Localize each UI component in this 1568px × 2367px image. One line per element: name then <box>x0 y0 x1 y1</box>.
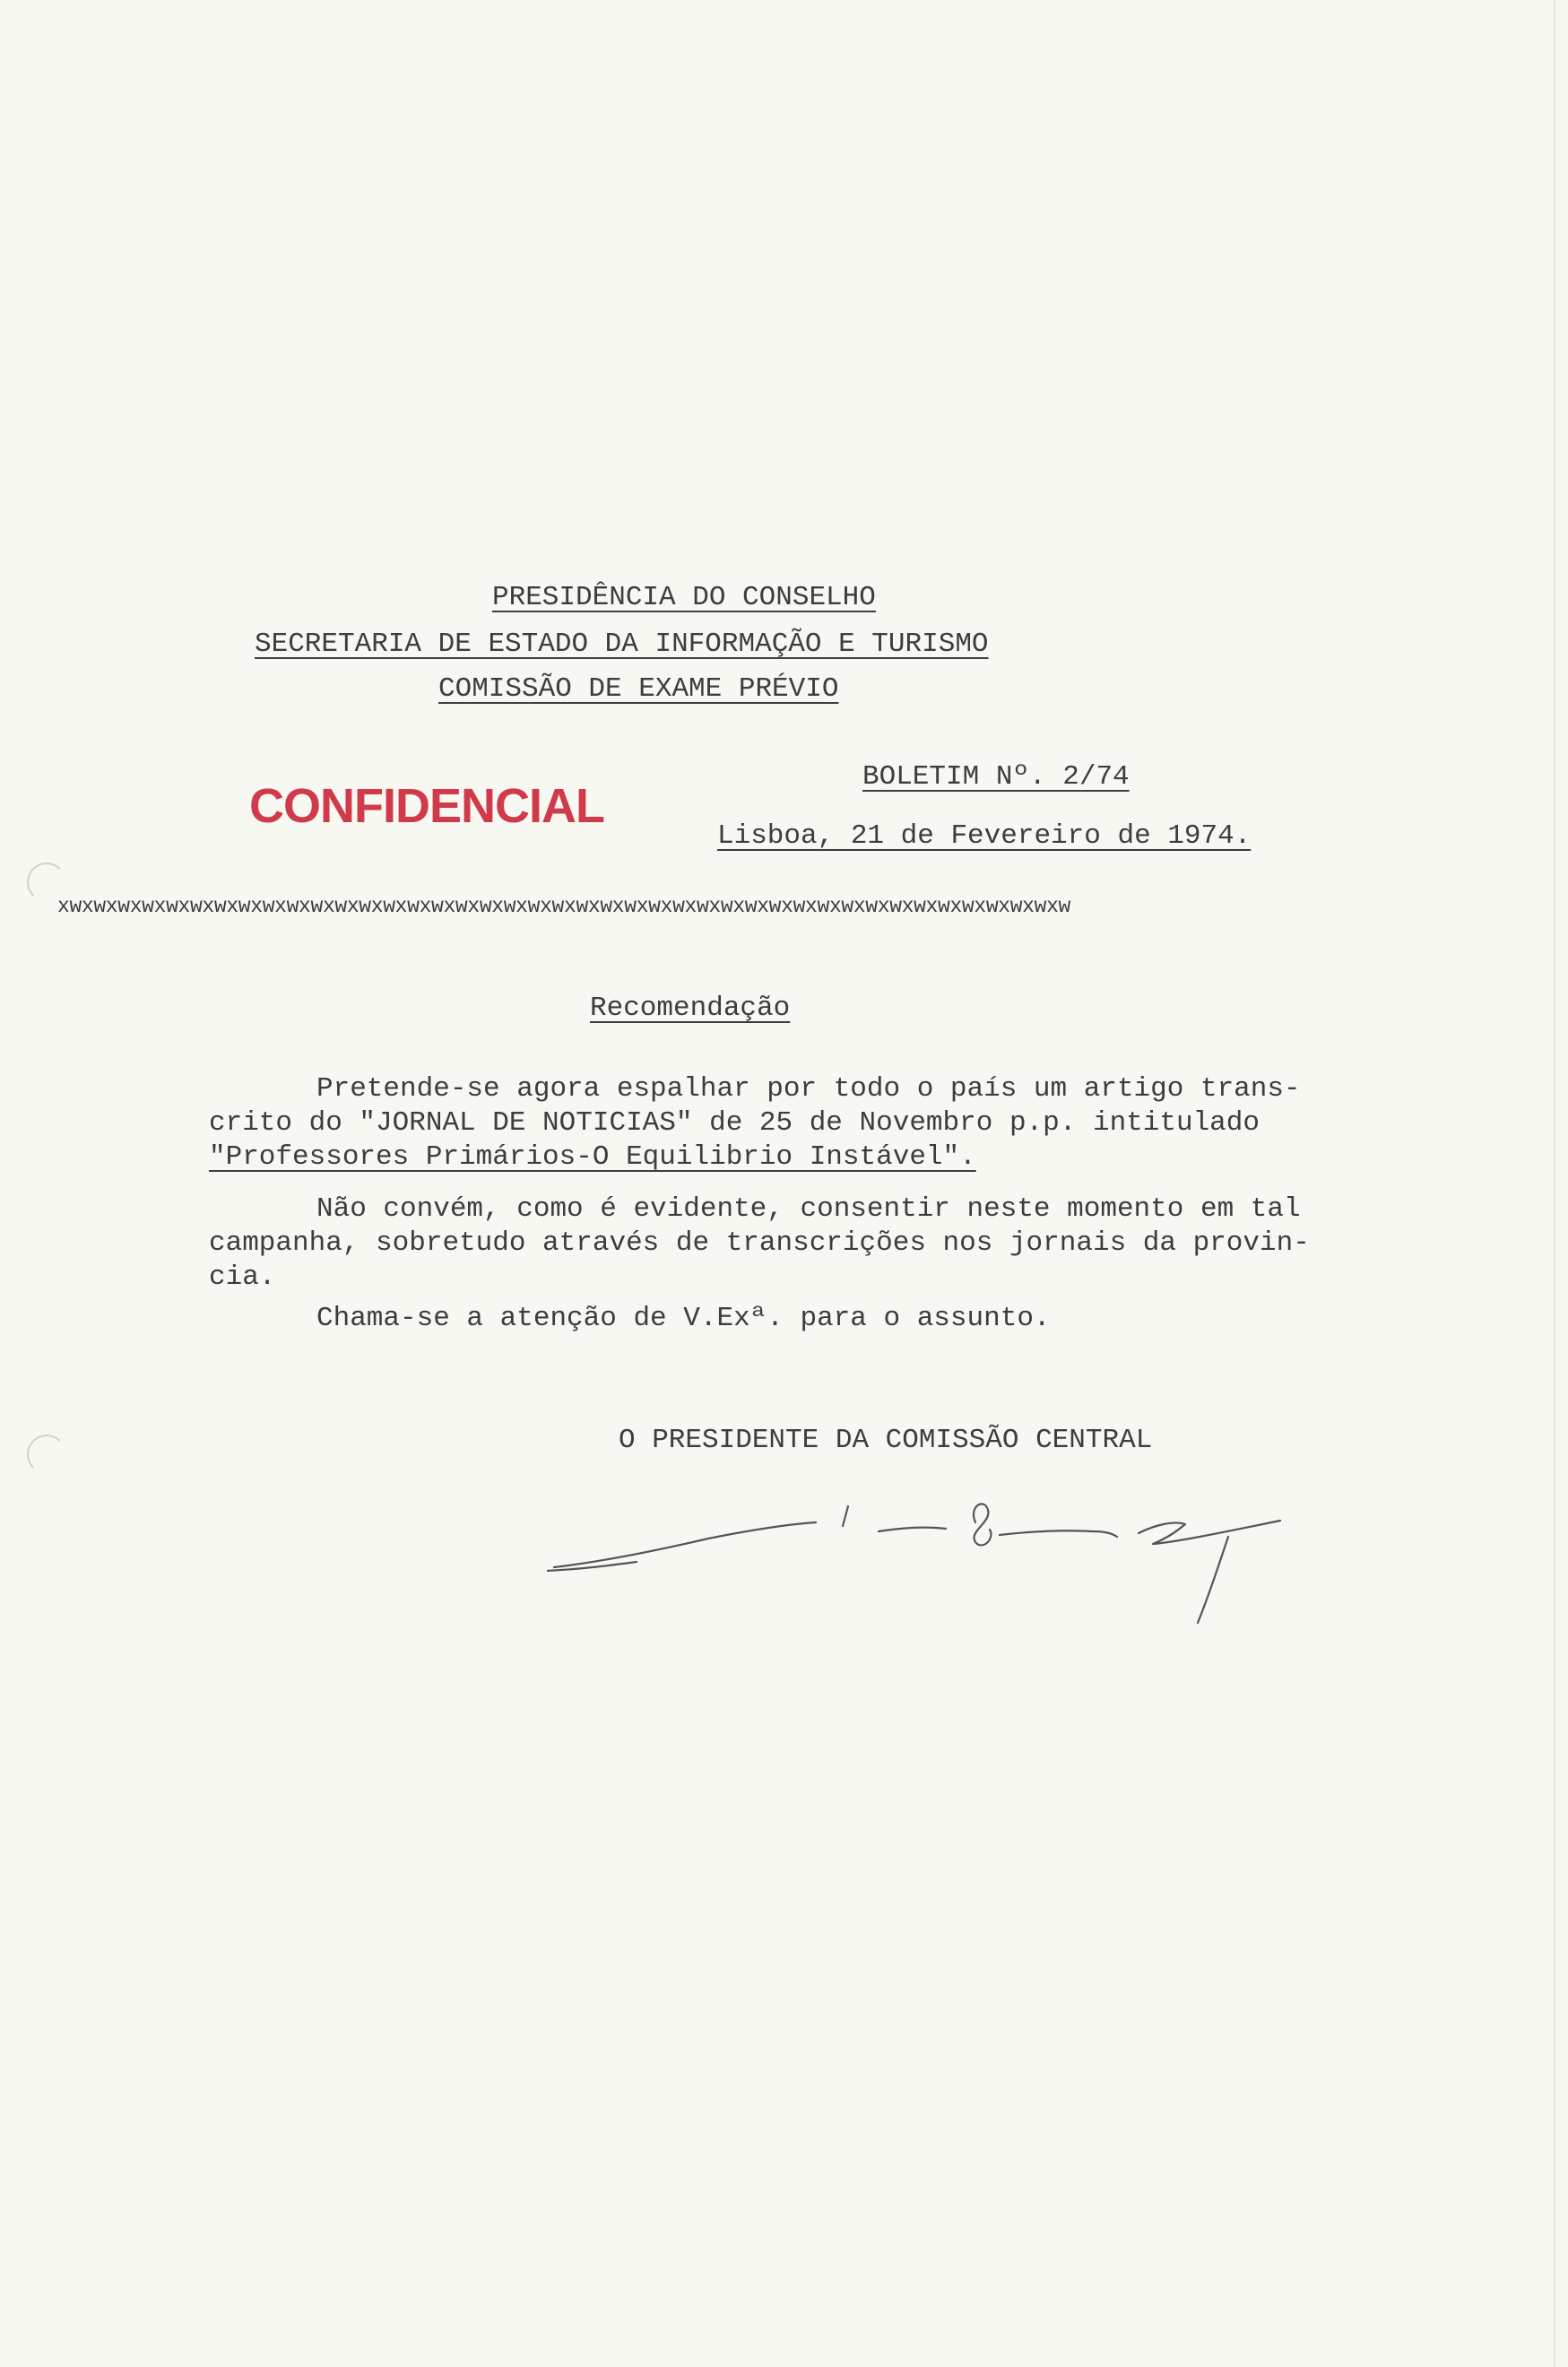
section-title: Recomendação <box>590 993 791 1024</box>
paragraph-2-line-2: campanha, sobretudo através de transcrições nos jornais da provin- <box>209 1227 1310 1259</box>
paragraph-3-line-1: Chama-se a atenção de V.Exª. para o assunto. <box>316 1303 1051 1334</box>
paragraph-1-line-1: Pretende-se agora espalhar por todo o país um artigo trans- <box>316 1073 1301 1105</box>
separator-line: xwxwxwxwxwxwxwxwxwxwxwxwxwxwxwxwxwxwxwxwxwxwxwxwxwxwxwxwxwxwxwxwxwxwxwxwxwxwxwxwxwxw <box>57 895 1070 918</box>
header-comissao: COMISSÃO DE EXAME PRÉVIO <box>438 673 839 705</box>
paragraph-1-line-3: "Professores Primários-O Equilibrio Instável". <box>209 1141 976 1173</box>
paragraph-2-line-3: cia. <box>209 1262 276 1293</box>
confidential-stamp: CONFIDENCIAL <box>249 779 604 833</box>
punch-hole-bottom <box>27 1435 66 1474</box>
header-secretaria: SECRETARIA DE ESTADO DA INFORMAÇÃO E TURISMO <box>255 629 989 660</box>
signatory-title: O PRESIDENTE DA COMISSÃO CENTRAL <box>619 1425 1153 1456</box>
handwritten-signature <box>547 1479 1291 1632</box>
header-presidencia: PRESIDÊNCIA DO CONSELHO <box>492 582 876 613</box>
page-edge <box>1554 0 1555 2367</box>
paragraph-2-line-1: Não convém, como é evidente, consentir neste momento em tal <box>316 1193 1301 1225</box>
bulletin-number: BOLETIM Nº. 2/74 <box>862 761 1130 793</box>
place-date: Lisboa, 21 de Fevereiro de 1974. <box>717 820 1252 852</box>
paragraph-1-line-2: crito do "JORNAL DE NOTICIAS" de 25 de Novembro p.p. intitulado <box>209 1107 1260 1139</box>
